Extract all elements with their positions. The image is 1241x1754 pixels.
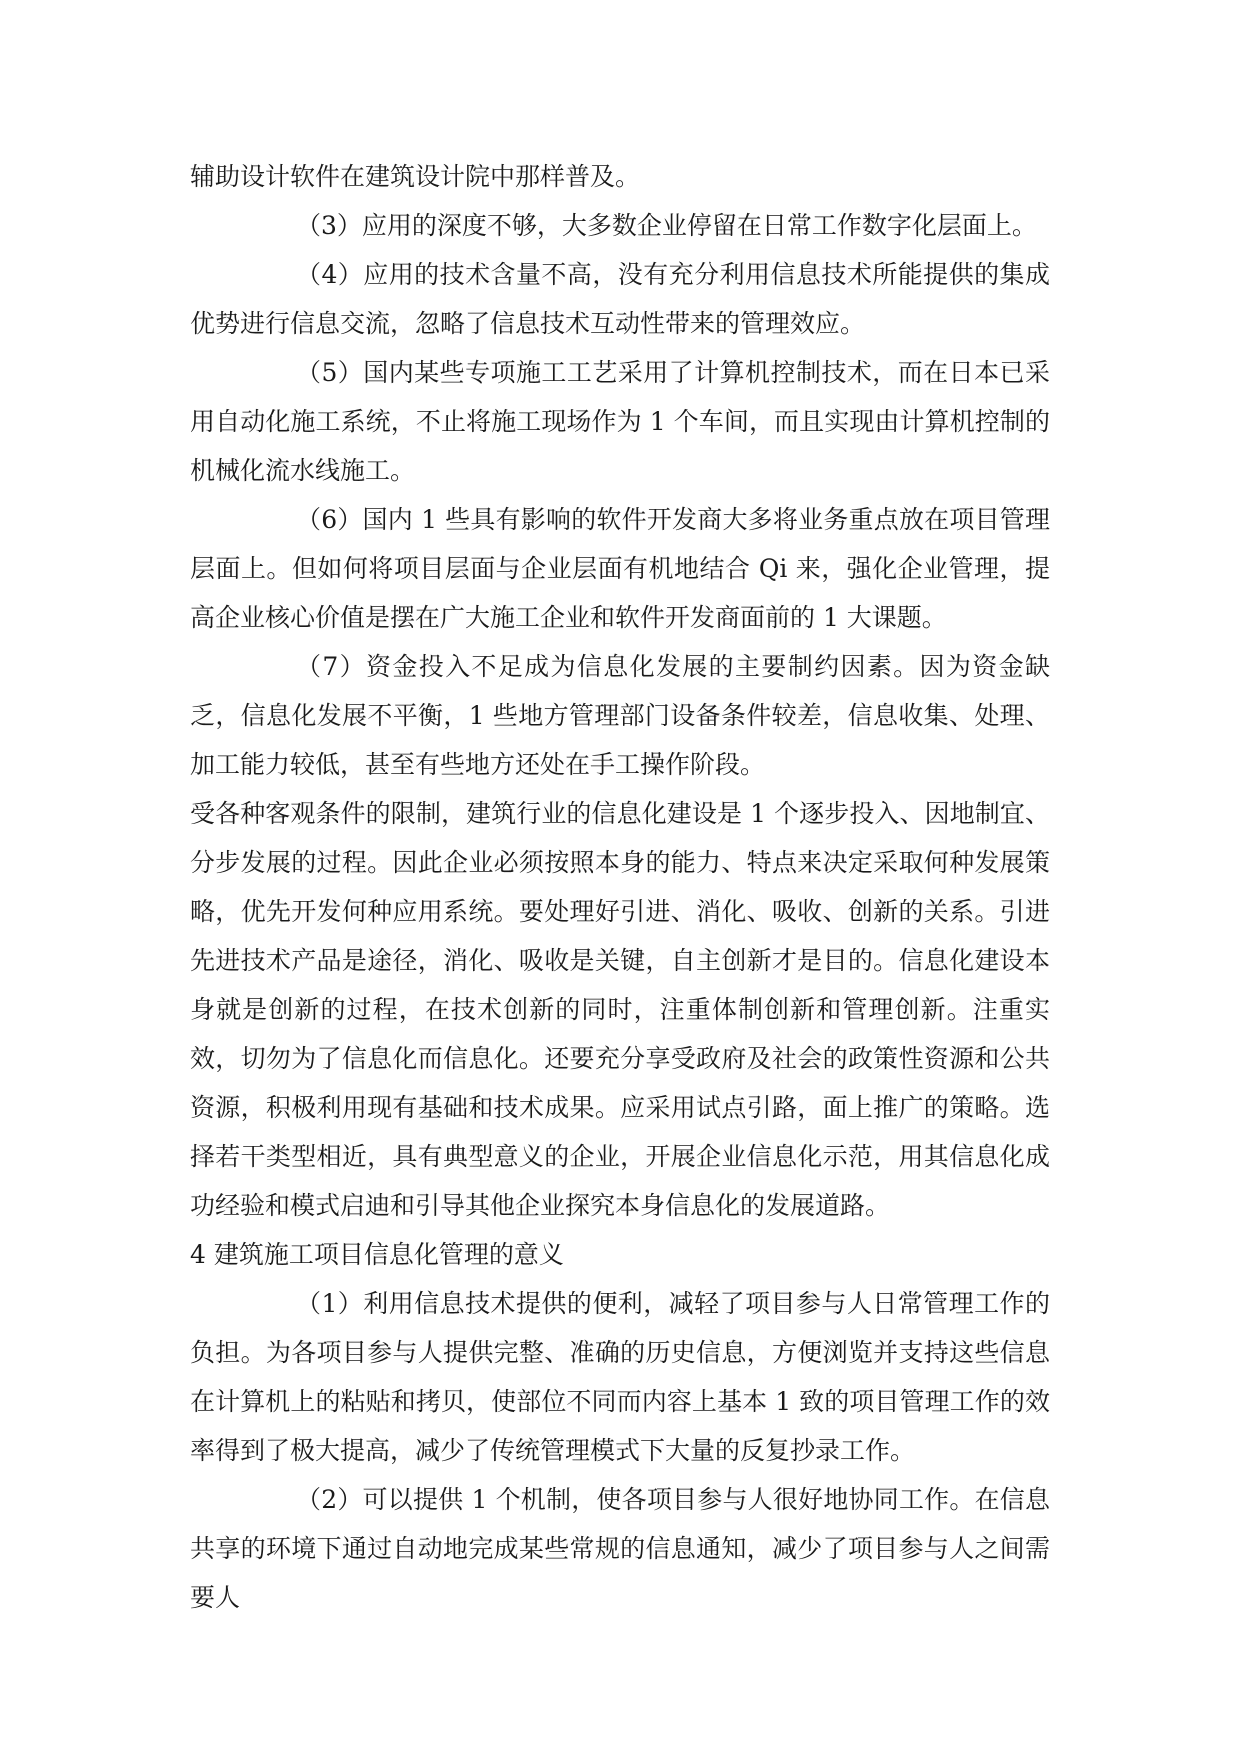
body-text	[190, 152, 1050, 1622]
paragraph-item-4: （4）应用的技术含量不高，没有充分利用信息技术所能提供的集成优势进行信息交流，忽略了信息技术互动性带来的管理效应。	[190, 260, 1050, 338]
paragraph-item-7: （7）资金投入不足成为信息化发展的主要制约因素。因为资金缺乏，信息化发展不平衡，1 些地方管理部门设备条件较差，信息收集、处理、加工能力较低，甚至有些地方还处在手工操作阶段。	[190, 652, 1050, 779]
paragraph-continuation: 辅助设计软件在建筑设计院中那样普及。	[190, 162, 641, 191]
paragraph-significance-1: （1）利用信息技术提供的便利，减轻了项目参与人日常管理工作的负担。为各项目参与人提供完整、准确的历史信息，方便浏览并支持这些信息在计算机上的粘贴和拷贝，使部位不同而内容上基本 1 致的项目管理工作的效率得到了极大提高，减少了传统管理模式下大量的反复抄录工作。	[190, 1289, 1050, 1465]
paragraph-item-3: （3）应用的深度不够，大多数企业停留在日常工作数字化层面上。	[296, 211, 1037, 240]
paragraph-summary: 受各种客观条件的限制，建筑行业的信息化建设是 1 个逐步投入、因地制宜、分步发展的过程。因此企业必须按照本身的能力、特点来决定采取何种发展策略，优先开发何种应用系统。要处理好引进、消化、吸收、创新的关系。引进先进技术产品是途径，消化、吸收是关键，自主创新才是目的。信息化建设本身就是创新的过程，在技术创新的同时，注重体制创新和管理创新。注重实效，切勿为了信息化而信息化。还要充分享受政府及社会的政策性资源和公共资源，积极利用现有基础和技术成果。应采用试点引路，面上推广的策略。选择若干类型相近，具有典型意义的企业，开展企业信息化示范，用其信息化成功经验和模式启迪和引导其他企业探究本身信息化的发展道路。	[190, 799, 1050, 1220]
section-heading: 4 建筑施工项目信息化管理的意义	[190, 1240, 564, 1269]
paragraph-significance-2: （2）可以提供 1 个机制，使各项目参与人很好地协同工作。在信息共享的环境下通过自动地完成某些常规的信息通知，减少了项目参与人之间需要人	[190, 1485, 1050, 1612]
paragraph-item-5: （5）国内某些专项施工工艺采用了计算机控制技术，而在日本已采用自动化施工系统，不止将施工现场作为 1 个车间，而且实现由计算机控制的机械化流水线施工。	[190, 358, 1050, 485]
paragraph-item-6: （6）国内 1 些具有影响的软件开发商大多将业务重点放在项目管理层面上。但如何将项目层面与企业层面有机地结合 Qi 来，强化企业管理，提高企业核心价值是摆在广大施工企业和软件开发商面前的 1 大课题。	[190, 505, 1050, 632]
